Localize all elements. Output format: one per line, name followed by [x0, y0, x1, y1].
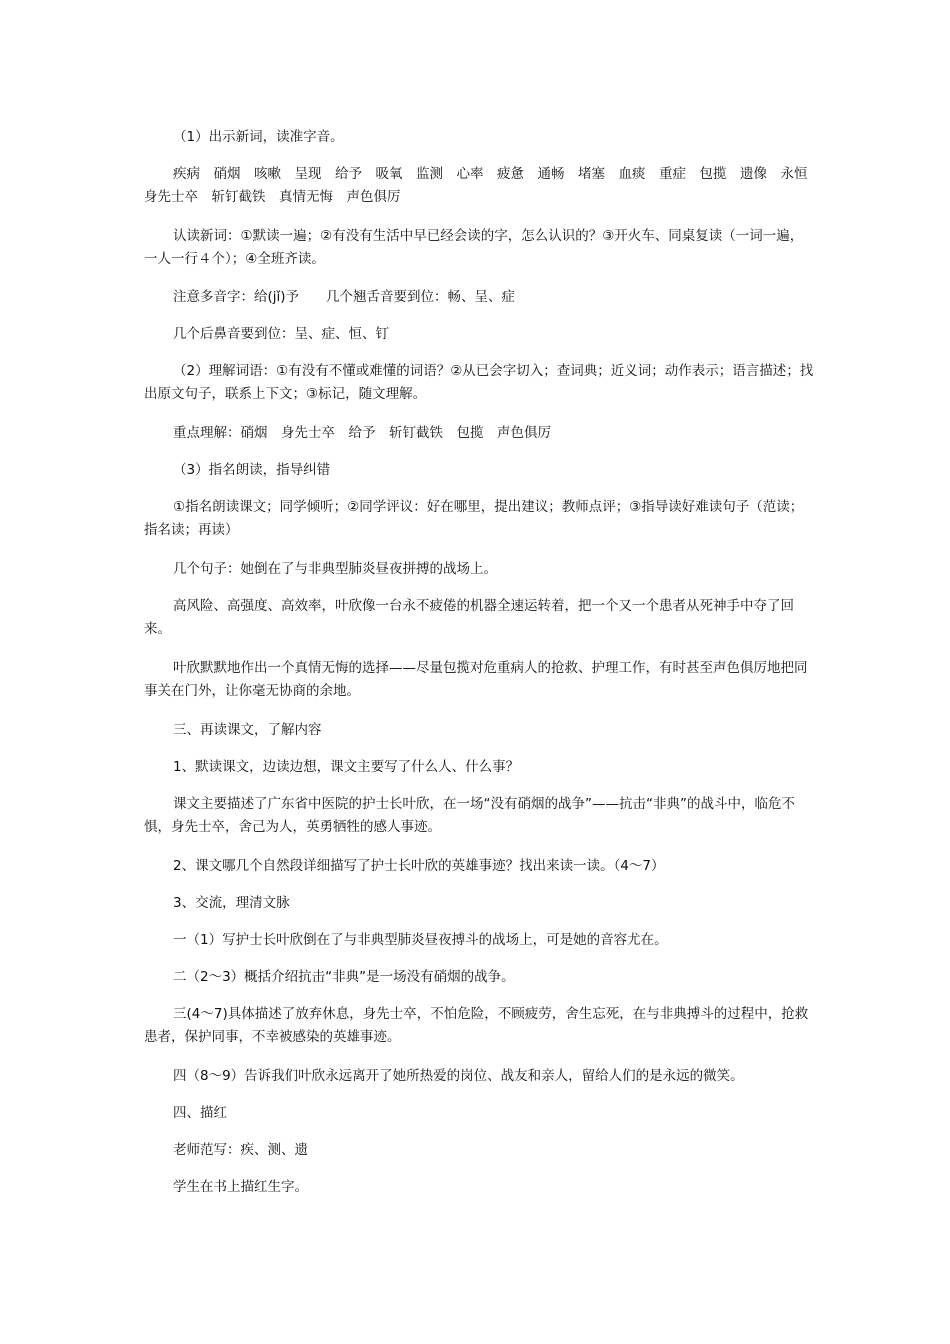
paragraph: （2）理解词语：①有没有不懂或难懂的词语？②从已会字切入；查词典；近义词；动作表示；语言描述；找出原文句子，联系上下文；③标记，随文理解。 — [144, 363, 814, 402]
paragraph: ①指名朗读课文；同学倾听；②同学评议：好在哪里，提出建议；教师点评；③指导读好难读句子（范读；指名读；再读） — [144, 499, 804, 538]
paragraph: 一（1）写护士长叶欣倒在了与非典型肺炎昼夜搏斗的战场上，可是她的音容尤在。 — [173, 932, 668, 948]
section-heading: 四、描红 — [173, 1105, 227, 1121]
paragraph: 三(4～7)具体描述了放弃休息，身先士卒，不怕危险，不顾疲劳，舍生忘死，在与非典搏斗的过程中，抢救患者，保护同事，不幸被感染的英雄事迹。 — [144, 1006, 809, 1045]
paragraph: 认读新词：①默读一遍；②有没有生活中早已经会读的字，怎么认识的？③开火车、同桌复读（一词一遍，一人一行４个）；④全班齐读。 — [144, 228, 804, 267]
paragraph: 3、交流，理清文脉 — [173, 895, 290, 911]
paragraph: （3）指名朗读，指导纠错 — [173, 462, 331, 478]
section-heading: 三、再读课文，了解内容 — [173, 722, 322, 738]
paragraph: 1、默读课文，边读边想，课文主要写了什么人、什么事？ — [173, 759, 520, 775]
paragraph: 几个后鼻音要到位：呈、症、恒、钉 — [173, 326, 389, 342]
paragraph: 注意多音字：给(jǐ)予 几个翘舌音要到位：畅、呈、症 — [173, 289, 516, 305]
paragraph: 课文主要描述了广东省中医院的护士长叶欣，在一场“没有硝烟的战争”——抗击“非典”的战斗中，临危不惧，身先士卒，舍己为人，英勇牺牲的感人事迹。 — [144, 796, 795, 835]
paragraph: （1）出示新词，读准字音。 — [173, 129, 344, 145]
paragraph: 学生在书上描红生字。 — [173, 1179, 308, 1195]
paragraph: 高风险、高强度、高效率，叶欣像一台永不疲倦的机器全速运转着，把一个又一个患者从死神手中夺了回来。 — [144, 598, 794, 637]
paragraph: 二（2～3）概括介绍抗击“非典”是一场没有硝烟的战争。 — [173, 969, 515, 985]
paragraph: 老师范写：疾、测、遗 — [173, 1142, 308, 1158]
paragraph: 叶欣默默地作出一个真情无悔的选择——尽量包揽对危重病人的抢救、护理工作，有时甚至声色俱厉地把同事关在门外，让你毫无协商的余地。 — [144, 660, 808, 699]
paragraph: 疾病 硝烟 咳嗽 呈现 给予 吸氧 监测 心率 疲惫 通畅 堵塞 血痰 重症 包揽 遗像 永恒 身先士卒 斩钉截铁 真情无悔 声色俱厉 — [144, 166, 821, 205]
paragraph: 重点理解：硝烟 身先士卒 给予 斩钉截铁 包揽 声色俱厉 — [173, 425, 551, 441]
paragraph: 几个句子：她倒在了与非典型肺炎昼夜拼搏的战场上。 — [173, 561, 497, 577]
paragraph: 2、课文哪几个自然段详细描写了护士长叶欣的英雄事迹？找出来读一读。（4～7） — [173, 858, 665, 874]
paragraph: 四（8～9）告诉我们叶欣永远离开了她所热爱的岗位、战友和亲人，留给人们的是永远的微笑。 — [173, 1068, 744, 1084]
